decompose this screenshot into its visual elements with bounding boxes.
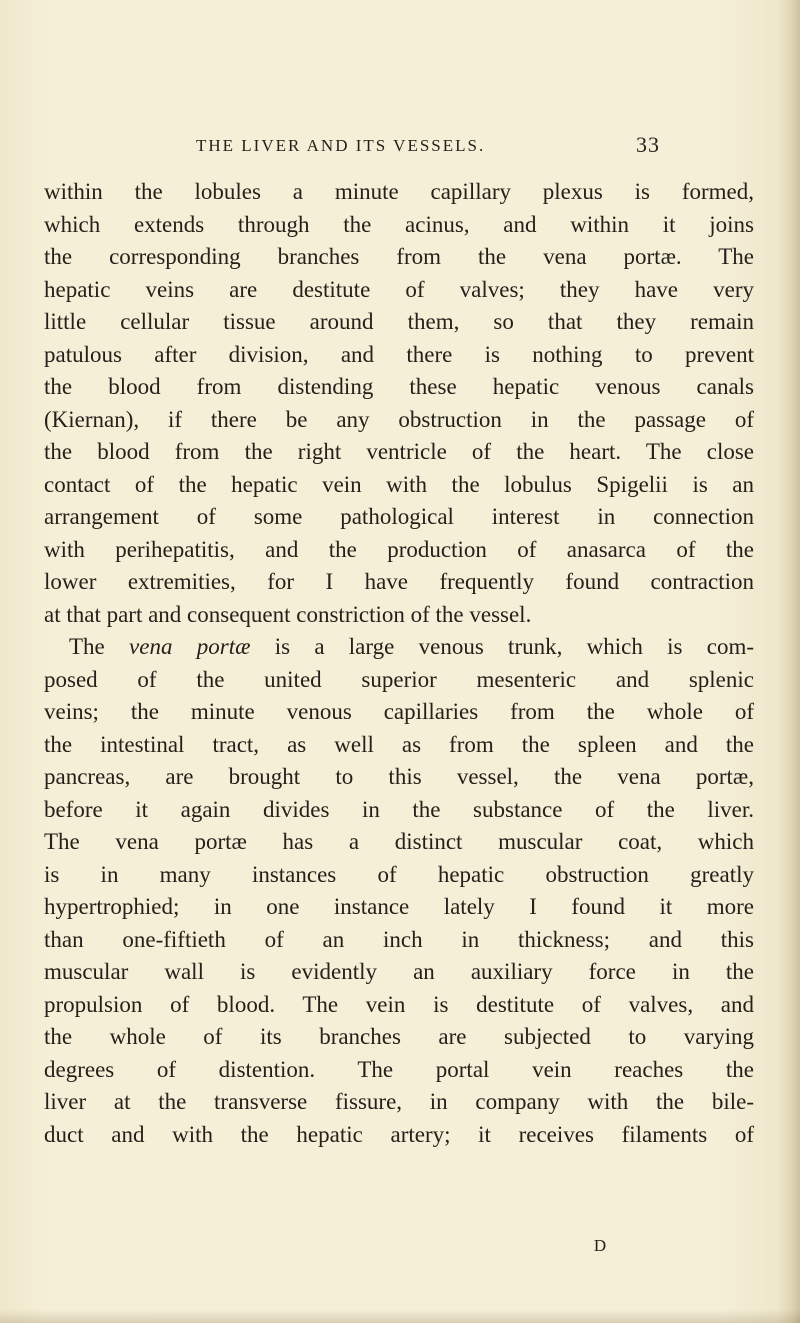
text-line: The vena portæ has a distinct muscular coat, which <box>44 829 754 854</box>
text-line: with perihepatitis, and the production of anasarca of the <box>44 536 754 562</box>
text-line: before it again divides in the substance of the liver. <box>44 796 754 822</box>
italic-term: vena portæ <box>129 634 251 659</box>
text-line: pancreas, are brought to this vessel, the vena portæ, <box>44 764 754 789</box>
page-number: 33 <box>636 132 660 157</box>
text-fragment: The <box>69 634 130 659</box>
text-line: than one-fiftieth of an inch in thickness; and this <box>44 926 754 952</box>
text-line: is in many instances of hepatic obstruction greatly <box>44 861 754 887</box>
text-line: hypertrophied; in one instance lately I found it more <box>44 894 754 919</box>
text-line: within the lobules a minute capillary plexus is formed, <box>44 179 754 204</box>
running-head <box>140 132 660 162</box>
page-edge-shadow <box>778 0 800 1323</box>
text-line: the blood from distending these hepatic venous canals <box>44 374 754 399</box>
text-line: the blood from the right ventricle of the heart. The close <box>44 439 754 464</box>
text-line: the corresponding branches from the vena portæ. The <box>44 244 754 269</box>
text-line: contact of the hepatic vein with the lobulus Spigelii is an <box>44 471 754 497</box>
text-line: arrangement of some pathological interest in connection <box>44 504 754 529</box>
text-line: the whole of its branches are subjected to varying <box>44 1024 754 1049</box>
text-line: little cellular tissue around them, so that they remain <box>44 309 754 334</box>
page-bottom-shadow <box>0 1309 800 1323</box>
signature-mark: D <box>593 1236 607 1255</box>
text-line: duct and with the hepatic artery; it receives filaments of <box>44 1121 754 1147</box>
text-line: liver at the transverse fissure, in company with the bile- <box>44 1089 754 1114</box>
text-line: patulous after division, and there is nothing to prevent <box>44 341 754 367</box>
text-line: muscular wall is evidently an auxiliary force in the <box>44 959 754 984</box>
text-line: veins; the minute venous capillaries from the whole of <box>44 699 754 724</box>
paragraph-start-line <box>44 631 754 664</box>
text-line: (Kiernan), if there be any obstruction in the passage of <box>44 406 754 432</box>
text-line: at that part and consequent constriction of the vessel. <box>44 601 532 627</box>
text-line: propulsion of blood. The vein is destitute of valves, and <box>44 991 754 1017</box>
body-text <box>44 176 754 1151</box>
text-fragment: is a large venous trunk, which is com- <box>250 634 754 659</box>
text-line: the intestinal tract, as well as from the spleen and the <box>44 731 754 757</box>
text-line: posed of the united superior mesenteric and splenic <box>44 666 754 692</box>
text-line: which extends through the acinus, and within it joins <box>44 211 754 237</box>
text-line: hepatic veins are destitute of valves; they have very <box>44 276 754 302</box>
running-title: THE LIVER AND ITS VESSELS. <box>196 136 486 155</box>
text-line: degrees of distention. The portal vein reaches the <box>44 1056 754 1082</box>
text-line: lower extremities, for I have frequently found contraction <box>44 569 754 594</box>
